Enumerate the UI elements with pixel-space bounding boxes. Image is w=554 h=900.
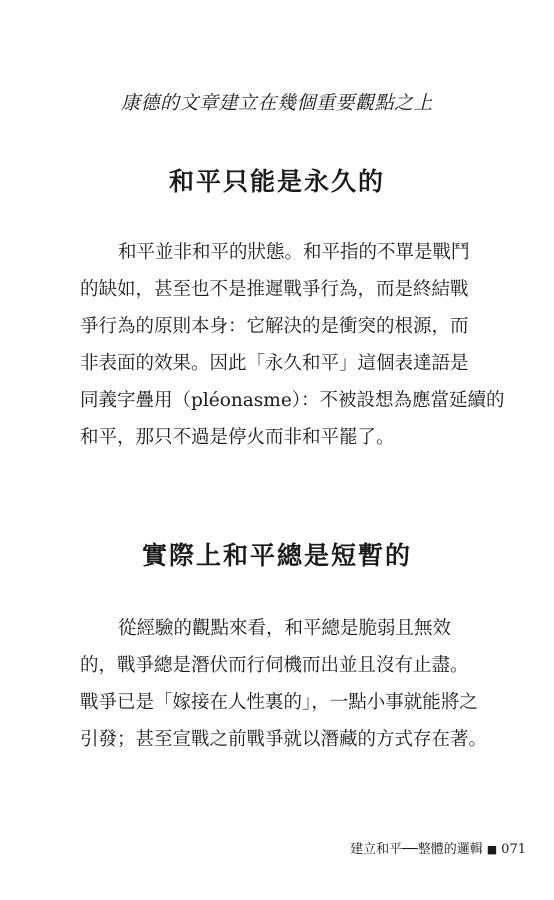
paragraph-line: 同義字疊用（pléonasme）：不被設想為應當延續的 xyxy=(80,390,505,411)
paragraph-line: 的缺如，甚至也不是推遲戰爭行為，而是終結戰 xyxy=(80,279,469,300)
paragraph-line: 從經驗的觀點來看，和平總是脆弱且無效 xyxy=(118,618,452,639)
paragraph-line: 和平，那只不過是停火而非和平罷了。 xyxy=(80,427,395,448)
paragraph-peace-is-brief xyxy=(80,610,504,758)
intro-line: 康德的文章建立在幾個重要觀點之上 xyxy=(120,92,433,114)
section-heading-permanent-peace: 和平只能是永久的 xyxy=(168,167,385,196)
paragraph-line: 戰爭已是「嫁接在人性裏的」，一點小事就能將之 xyxy=(80,692,478,713)
paragraph-line: 爭行為的原則本身：它解決的是衝突的根源，而 xyxy=(80,316,469,337)
page-footer xyxy=(350,838,526,857)
paragraph-line: 引發；甚至宣戰之前戰爭就以潛藏的方式存在著。 xyxy=(80,729,488,750)
paragraph-line: 非表面的效果。因此「永久和平」這個表達語是 xyxy=(80,353,469,374)
paragraph-line: 的，戰爭總是潛伏而行伺機而出並且沒有止盡。 xyxy=(80,655,469,676)
running-title: 建立和平──整體的邏輯 xyxy=(350,842,483,857)
paragraph-line: 和平並非和平的狀態。和平指的不單是戰鬥 xyxy=(118,242,470,263)
square-separator-icon: ■ xyxy=(486,843,498,856)
paragraph-permanent-peace xyxy=(80,234,504,456)
page-number: 071 xyxy=(501,842,526,857)
section-heading-peace-is-brief: 實際上和平總是短暫的 xyxy=(141,541,412,570)
